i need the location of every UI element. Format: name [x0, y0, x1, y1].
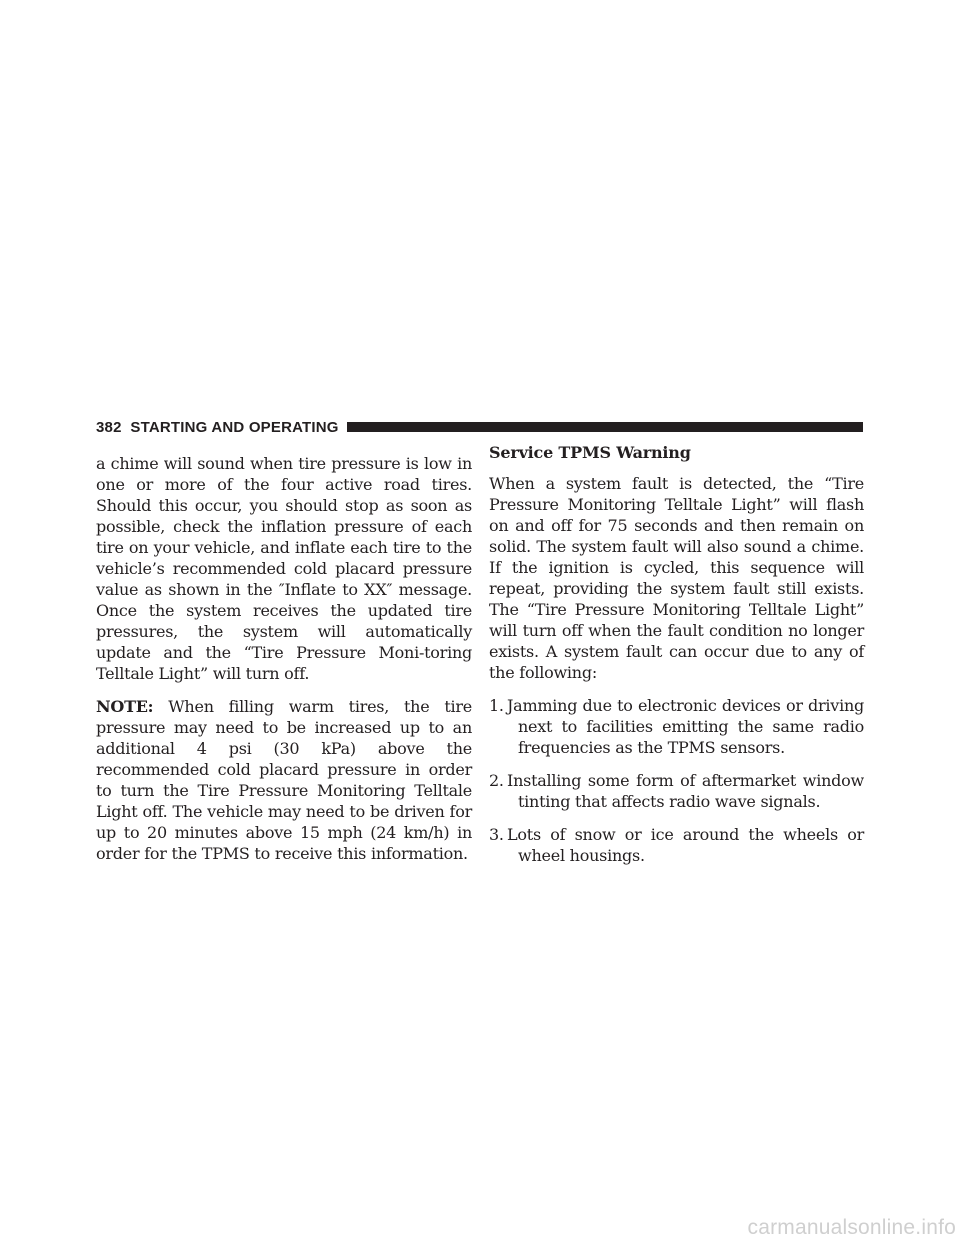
section-title: STARTING AND OPERATING — [130, 418, 339, 436]
list-item-number: 1. — [489, 696, 504, 715]
list-item — [489, 824, 864, 866]
page-header-text — [96, 419, 339, 436]
left-paragraph: a chime will sound when tire pressure is low in one or more of the four active road tires. Should this occur, you should stop as soon as possible, check the inflation pressure of each tire on your vehicle, and inflate each tire to the vehicle’s recommended cold placard pressure value as shown in the ″Inflate to XX″ message. Once the system receives the updated tire pressures, the system will automatically update and the “Tire Pressure Moni-toring Telltale Light” will turn off. — [96, 454, 472, 683]
page-number: 382 — [96, 418, 122, 436]
list-item — [489, 695, 864, 758]
page-header — [96, 416, 863, 438]
section-heading: Service TPMS Warning — [489, 443, 691, 462]
list-item-number: 2. — [489, 771, 504, 790]
watermark: carmanualsonline.info — [747, 1216, 956, 1239]
left-column — [96, 453, 472, 876]
note-label: NOTE: — [96, 697, 154, 716]
right-paragraph: When a system fault is detected, the “Tire Pressure Monitoring Telltale Light” will flash on and off for 75 seconds and then remain on solid. The system fault will also sound a chime. If the ignition is cycled, this sequence will repeat, providing the system fault still exists. The “Tire Pressure Monitoring Telltale Light” will turn off when the fault condition no longer exists. A system fault can occur due to any of the following: — [489, 474, 864, 682]
list-item-text: Installing some form of aftermarket window tinting that affects radio wave signals. — [507, 771, 864, 811]
list-item-text: Jamming due to electronic devices or driving next to facilities emitting the same radio frequencies as the TPMS sensors. — [507, 696, 864, 757]
note-text: When filling warm tires, the tire pressure may need to be increased up to an additional 4 psi (30 kPa) above the recommended cold placard pressure in order to turn the Tire Pressure Monitoring Telltale Light off. The vehicle may need to be driven for up to 20 minutes above 15 mph (24 km/h) in order for the TPMS to receive this information. — [96, 697, 472, 863]
list-item-text: Lots of snow or ice around the wheels or wheel housings. — [507, 825, 864, 865]
list-item-number: 3. — [489, 825, 504, 844]
right-column — [489, 442, 864, 878]
note-paragraph — [96, 696, 472, 864]
header-rule — [347, 422, 863, 432]
list-item — [489, 770, 864, 812]
